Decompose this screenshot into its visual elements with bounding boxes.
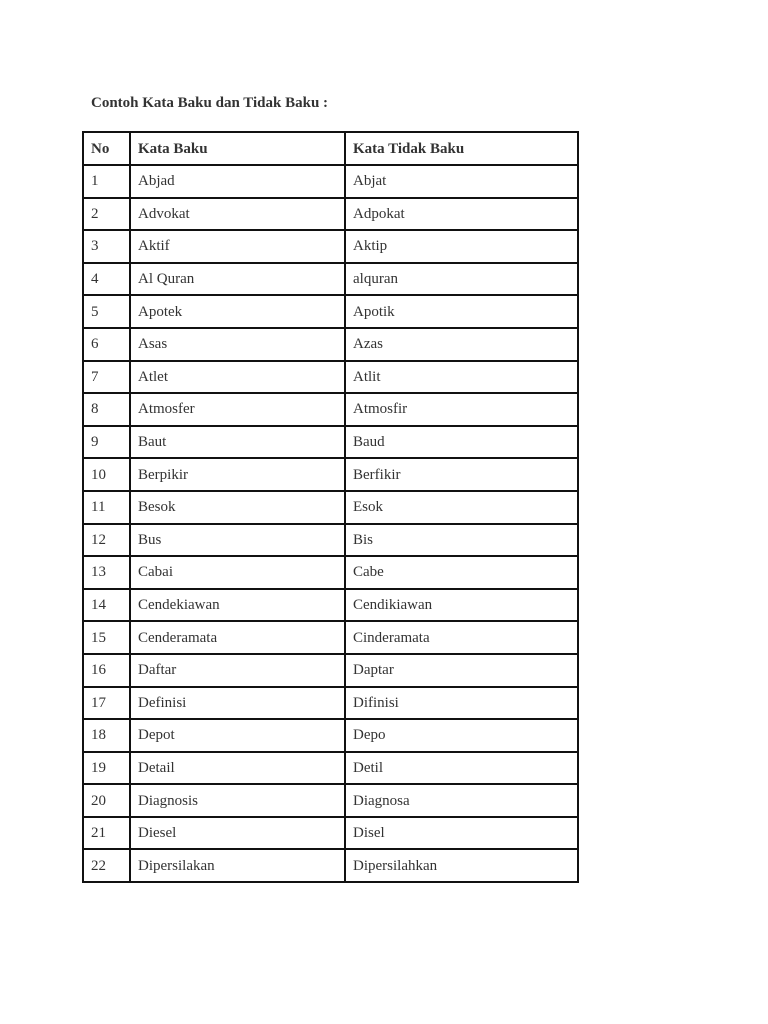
table-row [83, 752, 578, 785]
cell-kata-tidak-baku: Daptar [345, 654, 578, 687]
cell-kata-baku: Berpikir [130, 458, 345, 491]
cell-kata-tidak-baku: Aktip [345, 230, 578, 263]
cell-no: 19 [83, 752, 130, 785]
cell-kata-baku: Cendekiawan [130, 589, 345, 622]
cell-no: 3 [83, 230, 130, 263]
cell-no: 9 [83, 426, 130, 459]
table-row [83, 491, 578, 524]
cell-kata-tidak-baku: Atlit [345, 361, 578, 394]
table-row [83, 556, 578, 589]
table-row [83, 393, 578, 426]
table-row [83, 295, 578, 328]
cell-no: 6 [83, 328, 130, 361]
cell-kata-baku: Dipersilakan [130, 849, 345, 882]
table-row [83, 165, 578, 198]
cell-kata-baku: Baut [130, 426, 345, 459]
cell-kata-baku: Diesel [130, 817, 345, 850]
cell-no: 10 [83, 458, 130, 491]
cell-no: 20 [83, 784, 130, 817]
cell-kata-tidak-baku: Cinderamata [345, 621, 578, 654]
cell-no: 17 [83, 687, 130, 720]
cell-no: 7 [83, 361, 130, 394]
table-row [83, 426, 578, 459]
cell-kata-tidak-baku: Abjat [345, 165, 578, 198]
cell-kata-tidak-baku: Baud [345, 426, 578, 459]
cell-kata-baku: Abjad [130, 165, 345, 198]
table-row [83, 589, 578, 622]
cell-kata-baku: Advokat [130, 198, 345, 231]
cell-kata-tidak-baku: Atmosfir [345, 393, 578, 426]
cell-kata-baku: Al Quran [130, 263, 345, 296]
cell-kata-tidak-baku: alquran [345, 263, 578, 296]
table-body [83, 165, 578, 882]
cell-kata-baku: Cenderamata [130, 621, 345, 654]
cell-no: 12 [83, 524, 130, 557]
cell-kata-tidak-baku: Cabe [345, 556, 578, 589]
cell-kata-baku: Cabai [130, 556, 345, 589]
cell-kata-tidak-baku: Dipersilahkan [345, 849, 578, 882]
cell-no: 2 [83, 198, 130, 231]
header-kata-baku: Kata Baku [130, 132, 345, 165]
table-row [83, 654, 578, 687]
cell-kata-tidak-baku: Esok [345, 491, 578, 524]
cell-kata-tidak-baku: Adpokat [345, 198, 578, 231]
cell-no: 11 [83, 491, 130, 524]
cell-kata-baku: Besok [130, 491, 345, 524]
cell-kata-baku: Detail [130, 752, 345, 785]
cell-kata-tidak-baku: Berfikir [345, 458, 578, 491]
cell-no: 5 [83, 295, 130, 328]
cell-kata-baku: Diagnosis [130, 784, 345, 817]
header-no: No [83, 132, 130, 165]
table-row [83, 524, 578, 557]
cell-kata-baku: Depot [130, 719, 345, 752]
table-row [83, 817, 578, 850]
cell-no: 22 [83, 849, 130, 882]
cell-kata-baku: Asas [130, 328, 345, 361]
table-row [83, 361, 578, 394]
table-row [83, 328, 578, 361]
table-row [83, 230, 578, 263]
cell-no: 16 [83, 654, 130, 687]
cell-kata-baku: Aktif [130, 230, 345, 263]
cell-no: 13 [83, 556, 130, 589]
cell-kata-tidak-baku: Cendikiawan [345, 589, 578, 622]
cell-no: 18 [83, 719, 130, 752]
cell-kata-baku: Atlet [130, 361, 345, 394]
table-row [83, 719, 578, 752]
cell-kata-tidak-baku: Depo [345, 719, 578, 752]
cell-kata-tidak-baku: Apotik [345, 295, 578, 328]
cell-no: 15 [83, 621, 130, 654]
word-table [82, 131, 579, 883]
cell-kata-baku: Apotek [130, 295, 345, 328]
table-header-row [83, 132, 578, 165]
cell-kata-tidak-baku: Azas [345, 328, 578, 361]
cell-kata-tidak-baku: Difinisi [345, 687, 578, 720]
cell-kata-tidak-baku: Diagnosa [345, 784, 578, 817]
cell-kata-baku: Atmosfer [130, 393, 345, 426]
cell-kata-tidak-baku: Disel [345, 817, 578, 850]
table-row [83, 849, 578, 882]
table-row [83, 263, 578, 296]
table-row [83, 687, 578, 720]
cell-no: 21 [83, 817, 130, 850]
table-row [83, 621, 578, 654]
table-row [83, 198, 578, 231]
cell-kata-baku: Bus [130, 524, 345, 557]
cell-no: 4 [83, 263, 130, 296]
table-row [83, 458, 578, 491]
cell-kata-baku: Daftar [130, 654, 345, 687]
cell-no: 14 [83, 589, 130, 622]
cell-kata-tidak-baku: Detil [345, 752, 578, 785]
cell-kata-baku: Definisi [130, 687, 345, 720]
page-title: Contoh Kata Baku dan Tidak Baku : [91, 95, 329, 111]
cell-no: 1 [83, 165, 130, 198]
cell-no: 8 [83, 393, 130, 426]
cell-kata-tidak-baku: Bis [345, 524, 578, 557]
header-kata-tidak-baku: Kata Tidak Baku [345, 132, 578, 165]
table-row [83, 784, 578, 817]
